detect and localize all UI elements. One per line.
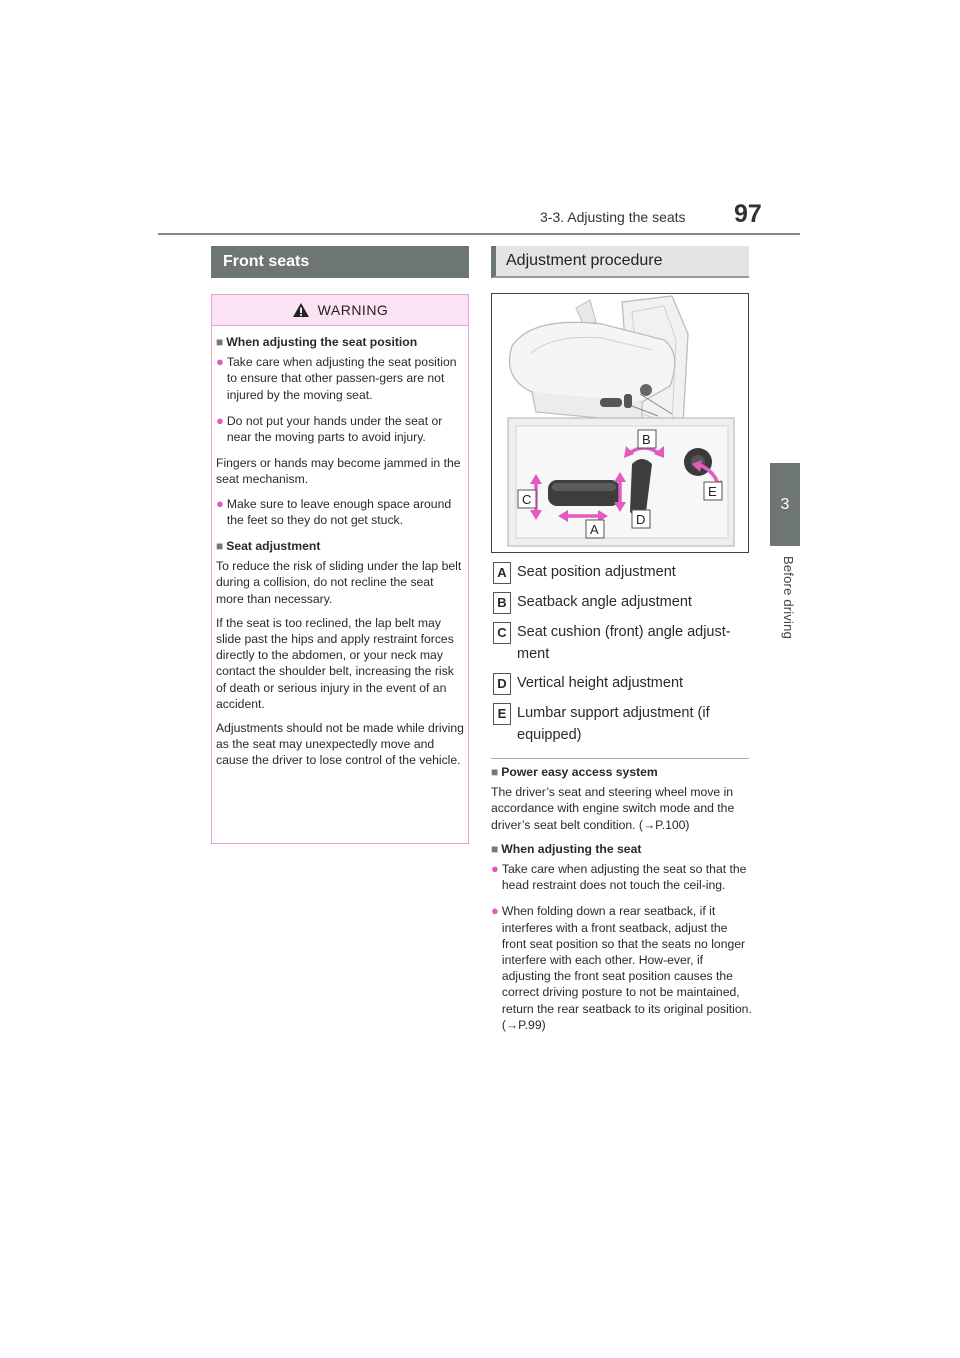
figure-label-d: D [636, 512, 646, 527]
legend-key-box: C [493, 622, 511, 644]
legend-item [493, 591, 753, 614]
subsection-heading [216, 334, 464, 350]
section-title: 3-3. Adjusting the seats [540, 209, 686, 225]
bullet-dot-icon: ● [216, 412, 224, 428]
subsection-heading [491, 841, 753, 857]
figure-label-a: A [590, 522, 599, 537]
notes-section [491, 764, 753, 1043]
legend-key-box: D [493, 673, 511, 695]
bullet-item [216, 354, 464, 403]
figure-label-c: C [522, 492, 532, 507]
paragraph: If the seat is too reclined, the lap belt may slide past the hips and apply restraint forces directly to the abdomen, or your neck may contact the shoulder belt, increasing the risk of death or serious injury in the event of an accident. [216, 615, 454, 711]
page-number: 97 [734, 200, 762, 228]
legend-key-box: B [493, 592, 511, 614]
legend-item [493, 621, 753, 665]
legend-text: Seatback angle adjustment [517, 594, 692, 610]
header-divider [158, 233, 800, 235]
legend-key-box: A [493, 562, 511, 584]
paragraph: The driver’s seat and steering wheel move in accordance with engine switch mode and the driver’s seat belt condition. (→P.100) [491, 785, 735, 832]
seat-controls-illustration [491, 293, 749, 553]
legend-key-box: E [493, 703, 511, 725]
square-bullet-icon: ■ [491, 841, 499, 856]
paragraph: Fingers or hands may become jammed in the seat mechanism. [216, 456, 461, 487]
subsection-heading-text: When adjusting the seat position [226, 335, 418, 349]
bullet-item [216, 496, 464, 528]
chapter-label: Before driving [781, 556, 796, 640]
bullet-text: Do not put your hands under the seat or near the moving parts to avoid injury. [226, 413, 443, 445]
bullet-text: When folding down a rear seatback, if it interferes with a front seatback, adjust the front seat position so that the seats no longer interfere with each other. How-ever, if adjusting the front seat position causes the correct driving posture to not be maintained, return the rear seatback to its original position. (→P.99) [501, 904, 752, 1032]
warning-box [211, 294, 469, 844]
legend-item [493, 672, 753, 695]
legend-item [493, 561, 753, 584]
chapter-tab[interactable] [770, 463, 800, 546]
subsection-heading [216, 538, 464, 554]
square-bullet-icon: ■ [216, 539, 224, 554]
bullet-item [216, 413, 464, 445]
bullet-dot-icon: ● [216, 495, 224, 511]
subsection-heading-text: Power easy access system [501, 765, 658, 779]
bullet-item [491, 861, 753, 893]
bullet-text: Take care when adjusting the seat position to ensure that other passen-gers are not injured by the moving seat. [226, 355, 457, 402]
square-bullet-icon: ■ [491, 765, 499, 779]
warning-header [212, 295, 468, 326]
legend-item [493, 702, 753, 746]
subsection-heading [491, 764, 753, 780]
bullet-item [491, 903, 753, 1033]
adjustment-legend [493, 561, 753, 753]
legend-text: Seat position adjustment [517, 564, 676, 580]
subsection-heading-text: Seat adjustment [226, 539, 321, 554]
paragraph: Adjustments should not be made while driving as the seat may unexpectedly move and cause the driver to lose control of the vehicle. [216, 721, 464, 768]
bullet-dot-icon: ● [216, 354, 224, 370]
square-bullet-icon: ■ [216, 335, 224, 349]
adjustment-procedure-heading: Adjustment procedure [491, 246, 749, 278]
warning-label: WARNING [317, 302, 389, 318]
paragraph: To reduce the risk of sliding under the lap belt during a collision, do not recline the seat more than necessary. [216, 559, 462, 606]
front-seats-heading: Front seats [211, 246, 469, 278]
subsection-heading-text: When adjusting the seat [501, 841, 642, 856]
figure-label-e: E [708, 484, 717, 499]
legend-text: Vertical height adjustment [517, 675, 684, 691]
bullet-dot-icon: ● [491, 861, 499, 877]
bullet-text: Make sure to leave enough space around the feet so they do not get stuck. [226, 496, 452, 527]
warning-body [212, 326, 468, 769]
legend-text: Lumbar support adjustment (if equipped) [517, 705, 710, 743]
figure-label-b: B [642, 432, 651, 447]
legend-text: Seat cushion (front) angle adjust-ment [517, 624, 731, 662]
seat-illustration-svg [492, 294, 748, 552]
notes-divider [491, 758, 749, 759]
bullet-text: Take care when adjusting the seat so that the head restraint does not touch the ceil-ing. [501, 862, 747, 893]
bullet-dot-icon: ● [491, 903, 499, 919]
chapter-number: 3 [780, 495, 790, 513]
warning-triangle-icon [292, 302, 310, 318]
